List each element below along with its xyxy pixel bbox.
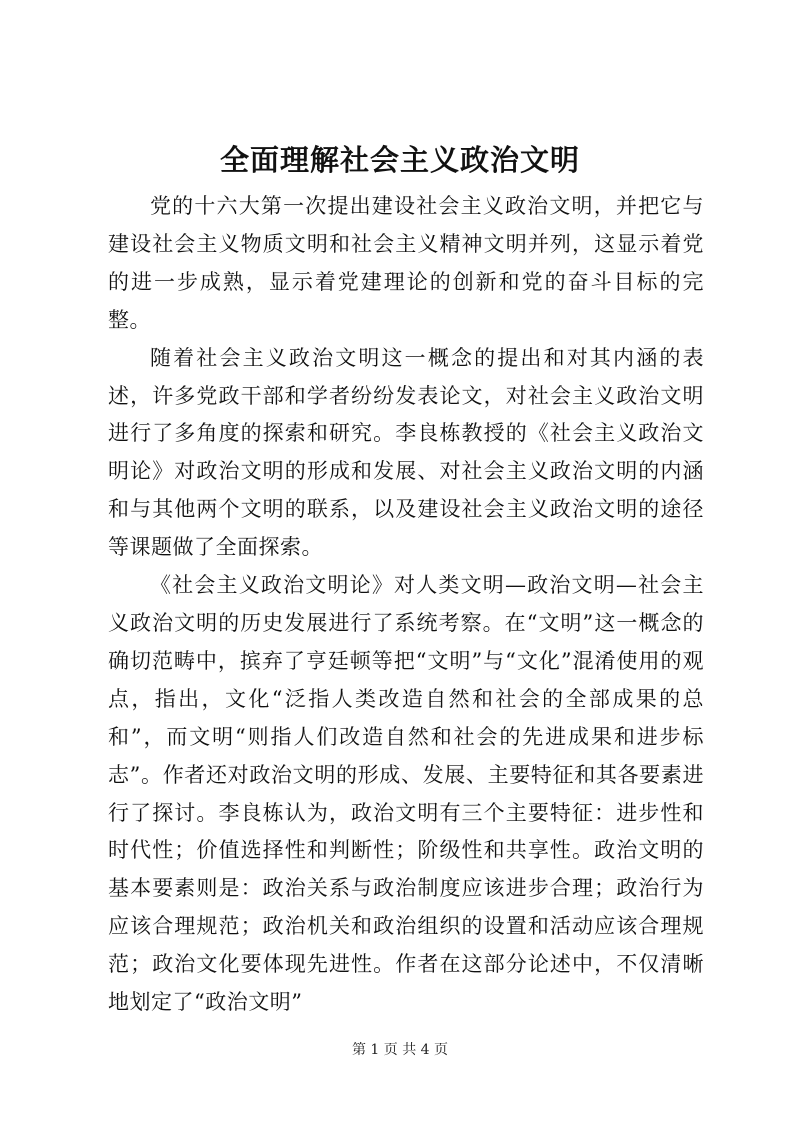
document-body [108, 188, 704, 1022]
document-title: 全面理解社会主义政治文明 [219, 143, 580, 177]
paragraph-3: 《社会主义政治文明论》对人类文明—政治文明—社会主义政治文明的历史发展进行了系统考察。在“文明”这一概念的确切范畴中，摈弃了亨廷顿等把“文明”与“文化”混淆使用的观点，指出，文化“泛指人类改造自然和社会的全部成果的总和”，而文明“则指人们改造自然和社会的先进成果和进步标志”。作者还对政治文明的形成、发展、主要特征和其各要素进行了探讨。李良栋认为，政治文明有三个主要特征：进步性和时代性；价值选择性和判断性；阶级性和共享性。政治文明的基本要素则是：政治关系与政治制度应该进步合理；政治行为应该合理规范；政治机关和政治组织的设置和活动应该合理规范；政治文化要体现先进性。作者在这部分论述中，不仅清晰地划定了“政治文明” [108, 573, 704, 1015]
page-footer: 第 1 页 共 4 页 [351, 1042, 449, 1058]
paragraph-1: 党的十六大第一次提出建设社会主义政治文明，并把它与建设社会主义物质文明和社会主义精神文明并列，这显示着党的进一步成熟，显示着党建理论的创新和党的奋斗目标的完整。 [108, 194, 704, 332]
paragraph-2: 随着社会主义政治文明这一概念的提出和对其内涵的表述，许多党政干部和学者纷纷发表论文，对社会主义政治文明进行了多角度的探索和研究。李良栋教授的《社会主义政治文明论》对政治文明的形成和发展、对社会主义政治文明的内涵和与其他两个文明的联系，以及建设社会主义政治文明的途径等课题做了全面探索。 [108, 345, 704, 560]
